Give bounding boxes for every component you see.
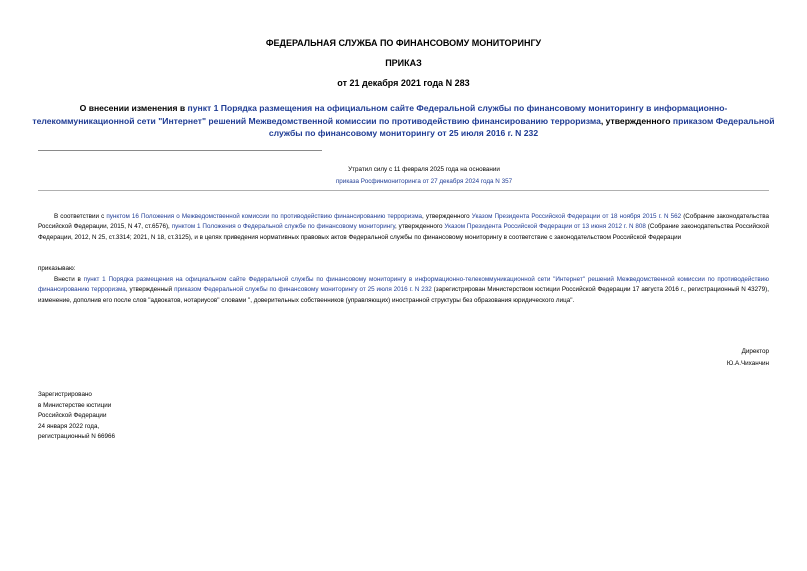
registration-line: Зарегистрировано xyxy=(38,391,92,398)
signature-block xyxy=(600,346,769,369)
status-note-link[interactable]: приказа Росфинмониторинга от 27 декабря 2024 года N 357 xyxy=(335,178,513,185)
operative-link-procedure[interactable]: пункт 1 Порядка размещения на официальном сайте Федеральной службы по финансовому мониторингу в информационно-телекоммуникационной сети "Интернет" решений Межведомственной комиссии по противодействию финансированию терроризма xyxy=(38,276,770,294)
operative-link-order-232[interactable]: приказом Федеральной службы по финансовому мониторингу от 25 июля 2016 г. N 232 xyxy=(174,286,432,294)
operative-paragraph xyxy=(38,275,769,306)
operative-text-1: Внести в xyxy=(54,276,84,283)
preamble-link-service-regulation[interactable]: пунктом 1 Положения о Федеральной службе по финансовому мониторингу xyxy=(171,223,396,231)
preamble-paragraph xyxy=(38,212,769,243)
preamble-text-4: , утвержденного xyxy=(395,223,445,231)
operative-text-3: (зарегистрирован Министерством юстиции Российской Федерации 17 августа 2016 г., регистрационный N 43279), изменение, дополнив его после слов "адвокатов, нотариусов" словами ", доверительных собственников (управляющих) иностранной структуры без образования юридического лица". xyxy=(38,286,770,304)
signer-position: Директор xyxy=(741,348,769,355)
title-link-order-232[interactable]: приказом Федеральной службы по финансовому мониторингу от 25 июля 2016 г. N 232 xyxy=(268,115,775,138)
short-divider xyxy=(38,150,322,151)
registration-line: 24 января 2022 года, xyxy=(38,422,100,430)
title-prefix: О внесении изменения в xyxy=(79,103,188,113)
preamble-text-2: , утвержденного xyxy=(422,213,472,220)
title-mid: , утвержденного xyxy=(600,115,673,126)
title-link-procedure[interactable]: пункт 1 Порядка размещения на официальном сайте Федеральной службы по финансовому мониторингу в информационно-телекоммуникационной сети "Интернет" решений Межведомственной комиссии по противодействию финансированию терроризма xyxy=(32,103,728,126)
preamble-text-3: (Собрание законодательства Российской Федерации, 2015, N 47, ст.6576), xyxy=(38,213,769,231)
preamble-link-decree-808[interactable]: Указом Президента Российской Федерации от 13 июня 2012 г. N 808 xyxy=(444,223,646,231)
long-divider xyxy=(38,190,769,191)
order-title xyxy=(30,102,777,140)
status-note-text: Утратил силу с 11 февраля 2025 года на основании xyxy=(348,166,500,173)
preamble-text-5: (Собрание законодательства Российской Федерации, 2012, N 25, ст.3314; 2021, N 18, ст.3125), и в целях приведения нормативных правовых актов Федеральной службы по финансовому мониторингу в соответствие с законодательством Российской Федерации xyxy=(38,223,770,241)
order-word: приказываю: xyxy=(38,265,76,272)
preamble-link-decree-562[interactable]: Указом Президента Российской Федерации от 18 ноября 2015 г. N 562 xyxy=(471,213,682,220)
registration-block xyxy=(38,390,238,443)
signer-name: Ю.А.Чиханчин xyxy=(726,359,769,367)
preamble-text-1: В соответствии с xyxy=(54,213,107,220)
preamble-link-commission-regulation[interactable]: пунктом 16 Положения о Межведомственной комиссии по противодействию финансированию терроризма xyxy=(106,213,423,220)
registration-line: регистрационный N 66966 xyxy=(38,433,116,440)
registration-line: в Министерстве юстиции xyxy=(38,401,112,409)
status-note xyxy=(230,164,618,188)
order-date-number: от 21 декабря 2021 года N 283 xyxy=(337,78,470,88)
operative-text-2: , утвержденный xyxy=(125,286,175,294)
agency-heading: ФЕДЕРАЛЬНАЯ СЛУЖБА ПО ФИНАНСОВОМУ МОНИТОРИНГУ xyxy=(265,38,542,48)
document-type-heading: ПРИКАЗ xyxy=(385,58,422,68)
registration-line: Российской Федерации xyxy=(38,412,107,419)
